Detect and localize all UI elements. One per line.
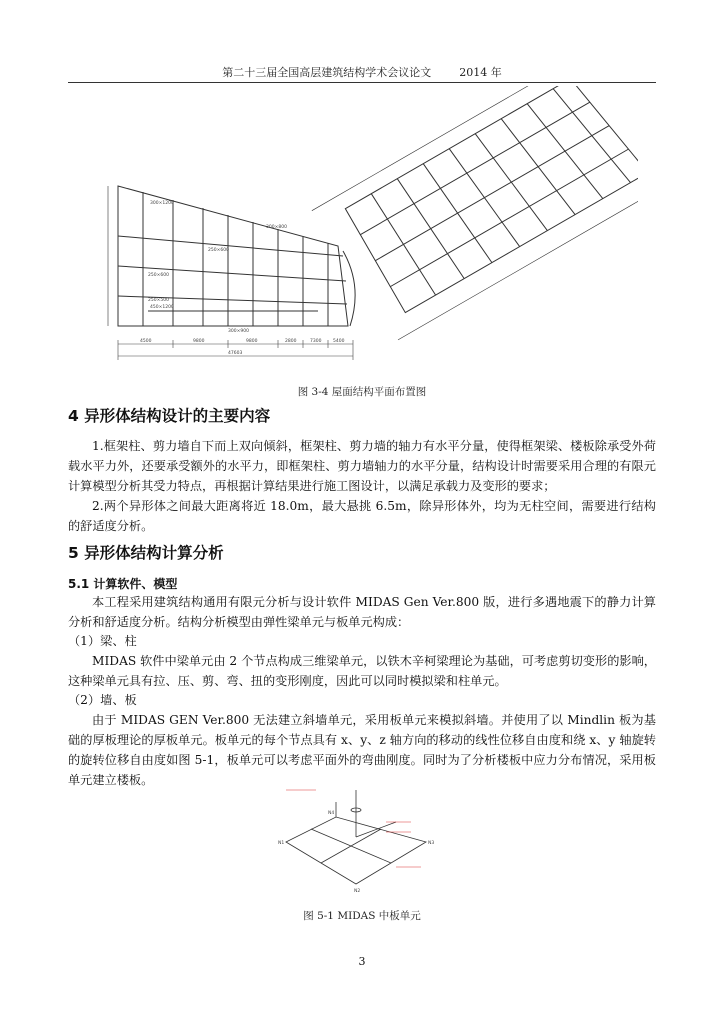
section-5-paragraph-2: MIDAS 软件中梁单元由 2 个节点构成三维梁单元，以铁木辛柯梁理论为基础，可考虑剪切变形的影响，这种梁单元具有拉、压、剪、弯、扭的变形刚度，因此可以同时模拟梁和柱单元。 xyxy=(68,654,656,688)
section-5-paragraph-3: 由于 MIDAS GEN Ver.800 无法建立斜墙单元，采用板单元来模拟斜墙。并使用了以 Mindlin 板为基础的厚板理论的厚板单元。板单元的每个节点具有 x、y、z 轴方向的移动的线性位移自由度和绕 x、y 轴旋转的旋转位移自由度如图 5-1，板单元可以考虑平面外的弯曲刚度。同时为了分析楼板中应力分布情况，采用板单元建立楼板。 xyxy=(68,713,656,787)
beam-label: 300×1200 xyxy=(150,201,174,206)
header-year: 2014 年 xyxy=(459,66,502,79)
dim-label: 9800 xyxy=(193,339,205,344)
figure-5-1-caption: 图 5-1 MIDAS 中板单元 xyxy=(303,910,421,922)
dim-label: 9800 xyxy=(246,339,258,344)
beam-label: 300×900 xyxy=(228,329,249,334)
section-5-title: 5 异形体结构计算分析 xyxy=(68,544,224,562)
section-5-paragraph-1: 本工程采用建筑结构通用有限元分析与设计软件 MIDAS Gen Ver.800 版，进行多遇地震下的静力计算分析和舒适度分析。结构分析模型由弹性梁单元与板单元构成： xyxy=(68,595,656,629)
beam-label: 250×600 xyxy=(208,248,229,253)
section-4-paragraph-2: 2.两个异形体之间最大距离将近 18.0m，最大悬挑 6.5m，除异形体外，均为无柱空间，需要进行结构的舒适度分析。 xyxy=(68,499,656,533)
dim-label-total: 47603 xyxy=(228,351,243,356)
list-item-wall-slab: （2）墙、板 xyxy=(68,693,137,707)
node-label: N4 xyxy=(328,811,335,816)
plate-element-figure xyxy=(276,782,456,897)
node-label: N3 xyxy=(428,841,435,846)
roof-structure-plan-figure xyxy=(88,86,638,376)
page-number: 3 xyxy=(358,955,366,968)
beam-label: 250×600 xyxy=(148,273,169,278)
beam-label: 300×800 xyxy=(266,225,287,230)
beam-label: 450×1200 xyxy=(150,305,174,310)
page-header xyxy=(68,64,656,83)
dim-label: 4500 xyxy=(140,339,152,344)
node-label: N2 xyxy=(354,889,361,894)
node-label: N1 xyxy=(278,841,285,846)
section-5-1-title: 5.1 计算软件、模型 xyxy=(68,577,178,591)
list-item-beam-column: （1）梁、柱 xyxy=(68,634,137,648)
dim-label: 5400 xyxy=(333,339,345,344)
dim-label: 2800 xyxy=(285,339,297,344)
beam-label: 250×500 xyxy=(148,298,169,303)
header-conference: 第二十三届全国高层建筑结构学术会议论文 xyxy=(222,66,432,79)
dim-label: 7300 xyxy=(310,339,322,344)
figure-3-4-caption: 图 3-4 屋面结构平面布置图 xyxy=(297,386,427,398)
section-4-title: 4 异形体结构设计的主要内容 xyxy=(68,407,271,425)
section-4-paragraph-1: 1.框架柱、剪力墙自下而上双向倾斜，框架柱、剪力墙的轴力有水平分量，使得框架梁、楼板除承受外荷载水平力外，还要承受额外的水平力，即框架柱、剪力墙轴力的水平分量，结构设计时需要采用合理的有限元计算模型分析其受力特点，再根据计算结果进行施工图设计，以满足承载力及变形的要求； xyxy=(68,439,656,493)
